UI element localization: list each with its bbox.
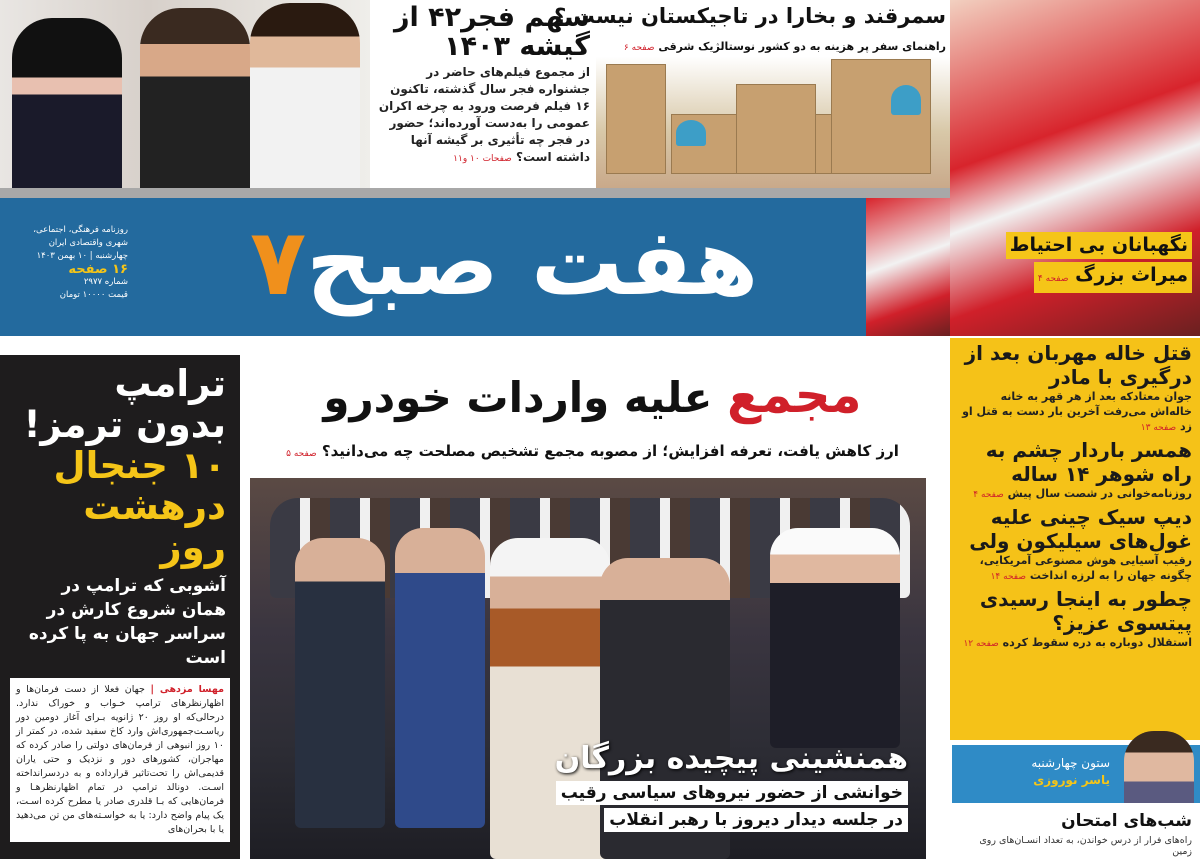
samarkand-article bbox=[554, 0, 950, 188]
opinion-column bbox=[952, 745, 1200, 859]
author-photo bbox=[1124, 731, 1194, 803]
trump-headline-4: درهشت روز bbox=[83, 485, 226, 569]
main-photo bbox=[250, 478, 926, 859]
masthead bbox=[0, 198, 950, 336]
photo-caption bbox=[555, 740, 908, 832]
masthead-issue: شماره ۲۹۷۷ bbox=[83, 277, 128, 287]
main-subline: ارز کاهش یافت، تعرفه افزایش؛ از مصوبه مجمع تشخیص مصلحت چه می‌دانید؟ صفحه ۵ bbox=[286, 442, 899, 460]
column-text: راه‌های فرار از درس خواندن، به تعداد انسـان‌های روی زمین bbox=[979, 835, 1192, 857]
actors-photo bbox=[0, 0, 370, 188]
body-text: جهان فعلا از دست فرمان‌ها و اظهارنظرهای ترامپ خـواب و خوراک ندارد. درحالی‌که او روز ۲۰ ژانویه بـرای آغاز دومین دور ریاسـت‌جمهوری‌اش وارد کاخ سفید شده، در کمتر از ۱۰ روز انبوهی از فرمان‌های دولتی را صادر کرده که مهاجران، کشورهای دور و نزدیک و حتی یاران قدیمی‌اش را تحت‌تاثیر قرارداده و به دردسرانداخته اسـت. دونالد ترامپ در تمام اظهارنظرهـا و فرمان‌هایی که بـا قلدری صادر یا مطرح کرده اسـت، یک پیام واضح دارد: یا به خواسـته‌های من تن می‌دهید یا با بحران‌های bbox=[16, 684, 224, 835]
masthead-date: چهارشنبه | ۱۰ بهمن ۱۴۰۳ bbox=[36, 251, 128, 261]
fans-page: صفحه ۴ bbox=[1037, 274, 1069, 284]
masthead-desc-2: شهری واقتصادی ایران bbox=[48, 238, 128, 248]
trump-headline-2: بدون ترمز! bbox=[23, 403, 226, 446]
fans-caption-2: میراث بزرگ bbox=[1075, 264, 1188, 286]
masthead-desc: روزنامه فرهنگی، اجتماعی، bbox=[33, 225, 128, 235]
fans-photo-extension bbox=[866, 198, 950, 336]
photo-sub-1: خوانشی از حضور نیروهای سیاسی رقیب bbox=[556, 781, 908, 805]
fans-photo bbox=[950, 0, 1200, 336]
trump-article bbox=[0, 355, 240, 859]
news-briefs bbox=[950, 338, 1200, 740]
fans-caption-1: نگهبانان بی احتیاط bbox=[1006, 232, 1192, 259]
column-author: یاسر نوروزی bbox=[1033, 773, 1110, 787]
masthead-price: قیمت ۱۰۰۰۰ تومان bbox=[59, 290, 128, 300]
author: مهسا مزدهی | bbox=[150, 684, 224, 695]
samarkand-photo bbox=[596, 0, 950, 188]
trump-subtitle: آشوبی که ترامپ در همان شروع کارش در سراسر جهان به پا کرده است bbox=[28, 576, 226, 668]
brief-item: قتل خاله مهربان بعد از درگیری با مادر جوان معتادکه بعد از هر قهر به خانه خاله‌اش می‌رفت آخرین بار دست به قتل او زد صفحه ۱۳ bbox=[962, 341, 1192, 433]
samarkand-page: صفحه ۶ bbox=[623, 43, 655, 53]
fajr-page: صفحات ۱۰ و۱۱ bbox=[453, 154, 512, 164]
masthead-info bbox=[8, 224, 128, 302]
divider-strip bbox=[0, 188, 950, 198]
fajr-article bbox=[372, 0, 594, 188]
samarkand-sub: راهنمای سفر پر هزینه به دو کشور نوستالژیک شرقی bbox=[658, 40, 946, 53]
trump-headline-3: ۱۰ جنجال bbox=[53, 444, 226, 487]
fajr-title: سهم فجر۴۲ از گیشه ۱۴۰۳ bbox=[393, 2, 590, 62]
column-title: شب‌های امتحان bbox=[1061, 811, 1192, 831]
brief-item: دیپ سیک چینی علیه غول‌های سیلیکون ولی رقیب آسیایی هوش مصنوعی آمریکایی، چگونه جهان را به لرزه انداخت صفحه ۱۴ bbox=[969, 505, 1192, 582]
newspaper-logo: هفت صبح۷ bbox=[250, 209, 759, 316]
brief-item: چطور به اینجا رسیدی پیتسوی عزیز؟ استقلال دوباره به دره سقوط کرده صفحه ۱۲ bbox=[963, 587, 1192, 649]
brief-item: همسر باردار چشم به راه شوهر ۱۴ ساله روزنامه‌خوانی در شصت سال پیش صفحه ۴ bbox=[973, 438, 1192, 500]
trump-headline-1: ترامپ bbox=[114, 362, 226, 405]
photo-title: همنشینی پیچیده بزرگان bbox=[554, 741, 908, 776]
masthead-pages: ۱۶ صفحه bbox=[68, 262, 128, 277]
samarkand-title: سمرقند و بخارا در تاجیکستان نیست ؟ bbox=[554, 4, 946, 28]
subline-page: صفحه ۵ bbox=[286, 449, 317, 459]
fajr-body: از مجموع فیلم‌های حاضر در جشنواره فجر سال گذشته، تاکنون ۱۶ فیلم فرصت ورود به چرخه اکران عمومی را به‌دست آورده‌اند؛ حضور در فجر چه تأثیری بر گیشه آنها داشته است؟ bbox=[378, 65, 590, 164]
trump-body bbox=[10, 678, 230, 842]
column-label: ستون چهارشنبه bbox=[1031, 756, 1110, 770]
main-headline: مجمع علیه واردات خودرو bbox=[323, 366, 862, 424]
photo-sub-2: در جلسه دیدار دیروز با رهبر انقلاب bbox=[604, 808, 908, 832]
